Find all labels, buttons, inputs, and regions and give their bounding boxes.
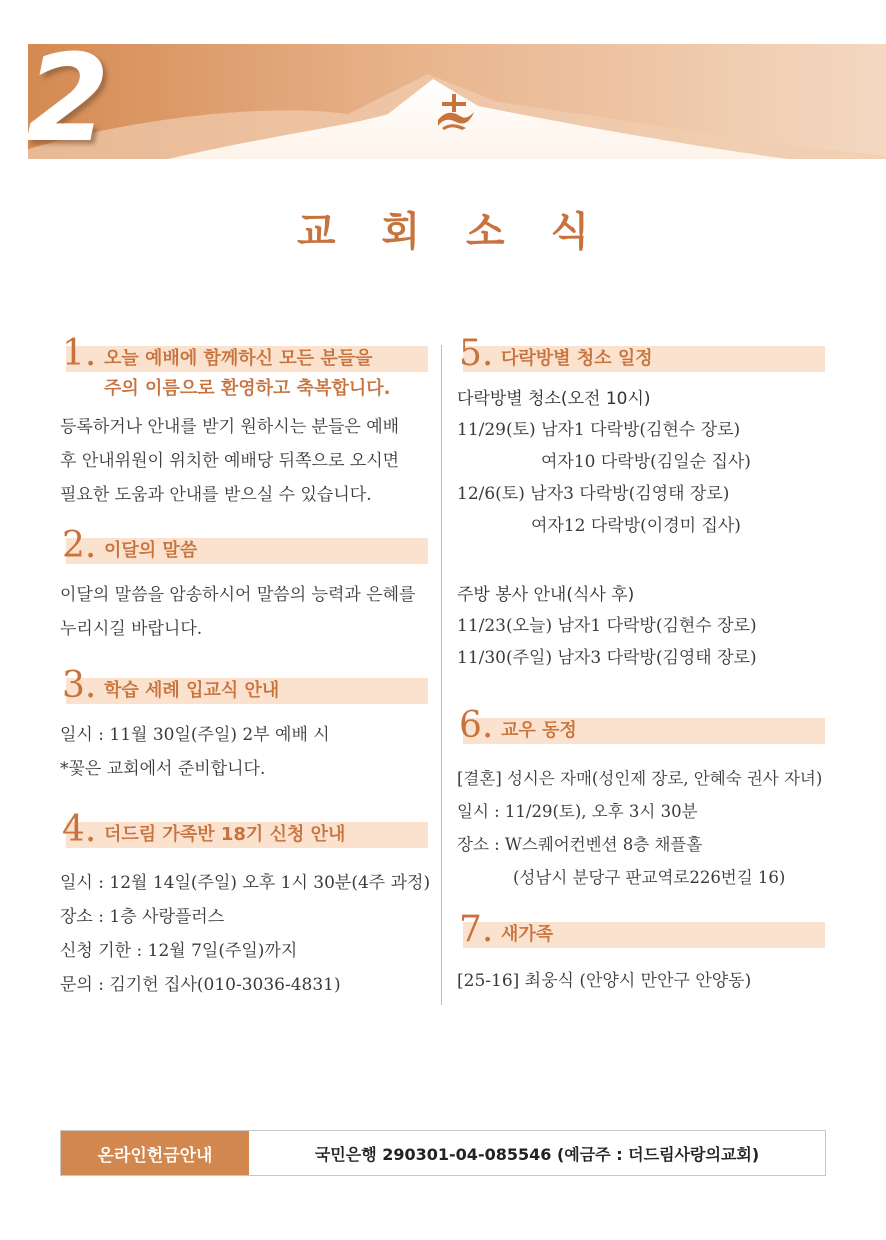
section-6-line: 일시 : 11/29(토), 오후 3시 30분 [457,802,698,821]
section-4-title: 더드림 가족반 18기 신청 안내 [104,824,346,845]
section-4 [60,809,431,995]
column-divider [441,345,442,1005]
section-1-line: 등록하거나 안내를 받기 원하시는 분들은 예배 [60,417,400,437]
section-7-header [457,909,825,950]
bank-account-info: 국민은행 290301-04-085546 (예금주 : 더드림사랑의교회) [314,1144,760,1164]
section-4-line: 일시 : 12월 14일(주일) 오후 1시 30분(4주 과정) [60,873,431,893]
cleaning-line: 11/29(토) 남자1 다락방(김현수 장로) [457,420,741,440]
section-6-number: 6. [459,705,494,746]
kitchen-list [457,610,757,674]
section-3-title: 학습 세례 입교식 안내 [104,680,280,701]
section-4-line: 문의 : 김기헌 집사(010-3036-4831) [60,975,341,995]
section-3-line: 일시 : 11월 30일(주일) 2부 예배 시 [60,725,330,745]
cleaning-list [457,414,751,542]
cleaning-line: 12/6(토) 남자3 다락방(김영태 장로) [457,484,730,504]
section-3-header [60,665,428,706]
section-6-header [457,705,825,746]
cleaning-schedule [457,384,751,542]
section-5-header [457,333,825,374]
section-7-line: [25-16] 최웅식 (안양시 만안구 안양동) [457,971,752,991]
online-offering-box [60,1130,826,1176]
section-2-number: 2. [62,525,97,566]
section-4-line: 신청 기한 : 12월 7일(주일)까지 [60,941,298,961]
section-7 [457,909,825,991]
section-2-line: 이달의 말씀을 암송하시어 말씀의 능력과 은혜를 [60,585,416,605]
section-5 [457,333,825,668]
cleaning-line: 여자10 다락방(김일순 집사) [541,452,751,472]
section-2-title: 이달의 말씀 [104,540,198,561]
page-title: 교 회 소 식 [296,209,606,255]
online-offering-label: 온라인헌금안내 [61,1131,249,1175]
page-number: 2 [26,30,106,169]
section-4-header [60,809,428,850]
section-4-body [60,866,430,1002]
section-3 [60,665,428,779]
section-1-title-line2: 주의 이름으로 환영하고 축복합니다. [104,378,391,399]
kitchen-line: 11/30(주일) 남자3 다락방(김영태 장로) [457,648,757,668]
section-6-title: 교우 동정 [501,720,577,741]
section-1 [60,333,428,505]
section-5-number: 5. [459,333,494,374]
kitchen-heading: 주방 봉사 안내(식사 후) [457,585,635,605]
section-1-header [60,333,428,399]
cleaning-heading: 다락방별 청소(오전 10시) [457,389,651,409]
section-2-line: 누리시길 바랍니다. [60,619,203,639]
section-6-line: (성남시 분당구 판교역로226번길 16) [513,868,786,887]
section-6-body [457,762,822,894]
section-1-title: 오늘 예배에 함께하신 모든 분들을 [104,348,373,369]
section-2-body [60,578,415,646]
section-7-title: 새가족 [501,924,554,945]
section-6-line: 장소 : W스퀘어컨벤션 8층 채플홀 [457,835,703,854]
kitchen-line: 11/23(오늘) 남자1 다락방(김현수 장로) [457,616,757,636]
section-6-line: [결혼] 성시은 자매(성인제 장로, 안혜숙 권사 자녀) [457,769,823,788]
section-4-number: 4. [62,809,97,850]
section-4-line: 장소 : 1층 사랑플러스 [60,907,225,927]
section-3-number: 3. [62,665,97,706]
section-1-body [60,410,399,512]
section-1-line: 후 안내위원이 위치한 예배당 뒤쪽으로 오시면 [60,451,400,471]
section-2-header [60,525,428,566]
section-2 [60,525,428,639]
section-5-title: 다락방별 청소 일정 [501,348,653,369]
kitchen-schedule [457,580,757,674]
section-7-body [457,964,751,998]
cross-logo-icon [432,92,476,132]
section-1-number: 1. [62,333,97,374]
section-6 [457,705,825,887]
section-3-line: *꽃은 교회에서 준비합니다. [60,759,266,779]
cleaning-line: 여자12 다락방(이경미 집사) [531,516,741,536]
section-3-body [60,718,330,786]
section-1-line: 필요한 도움과 안내를 받으실 수 있습니다. [60,485,372,505]
section-7-number: 7. [459,909,494,950]
